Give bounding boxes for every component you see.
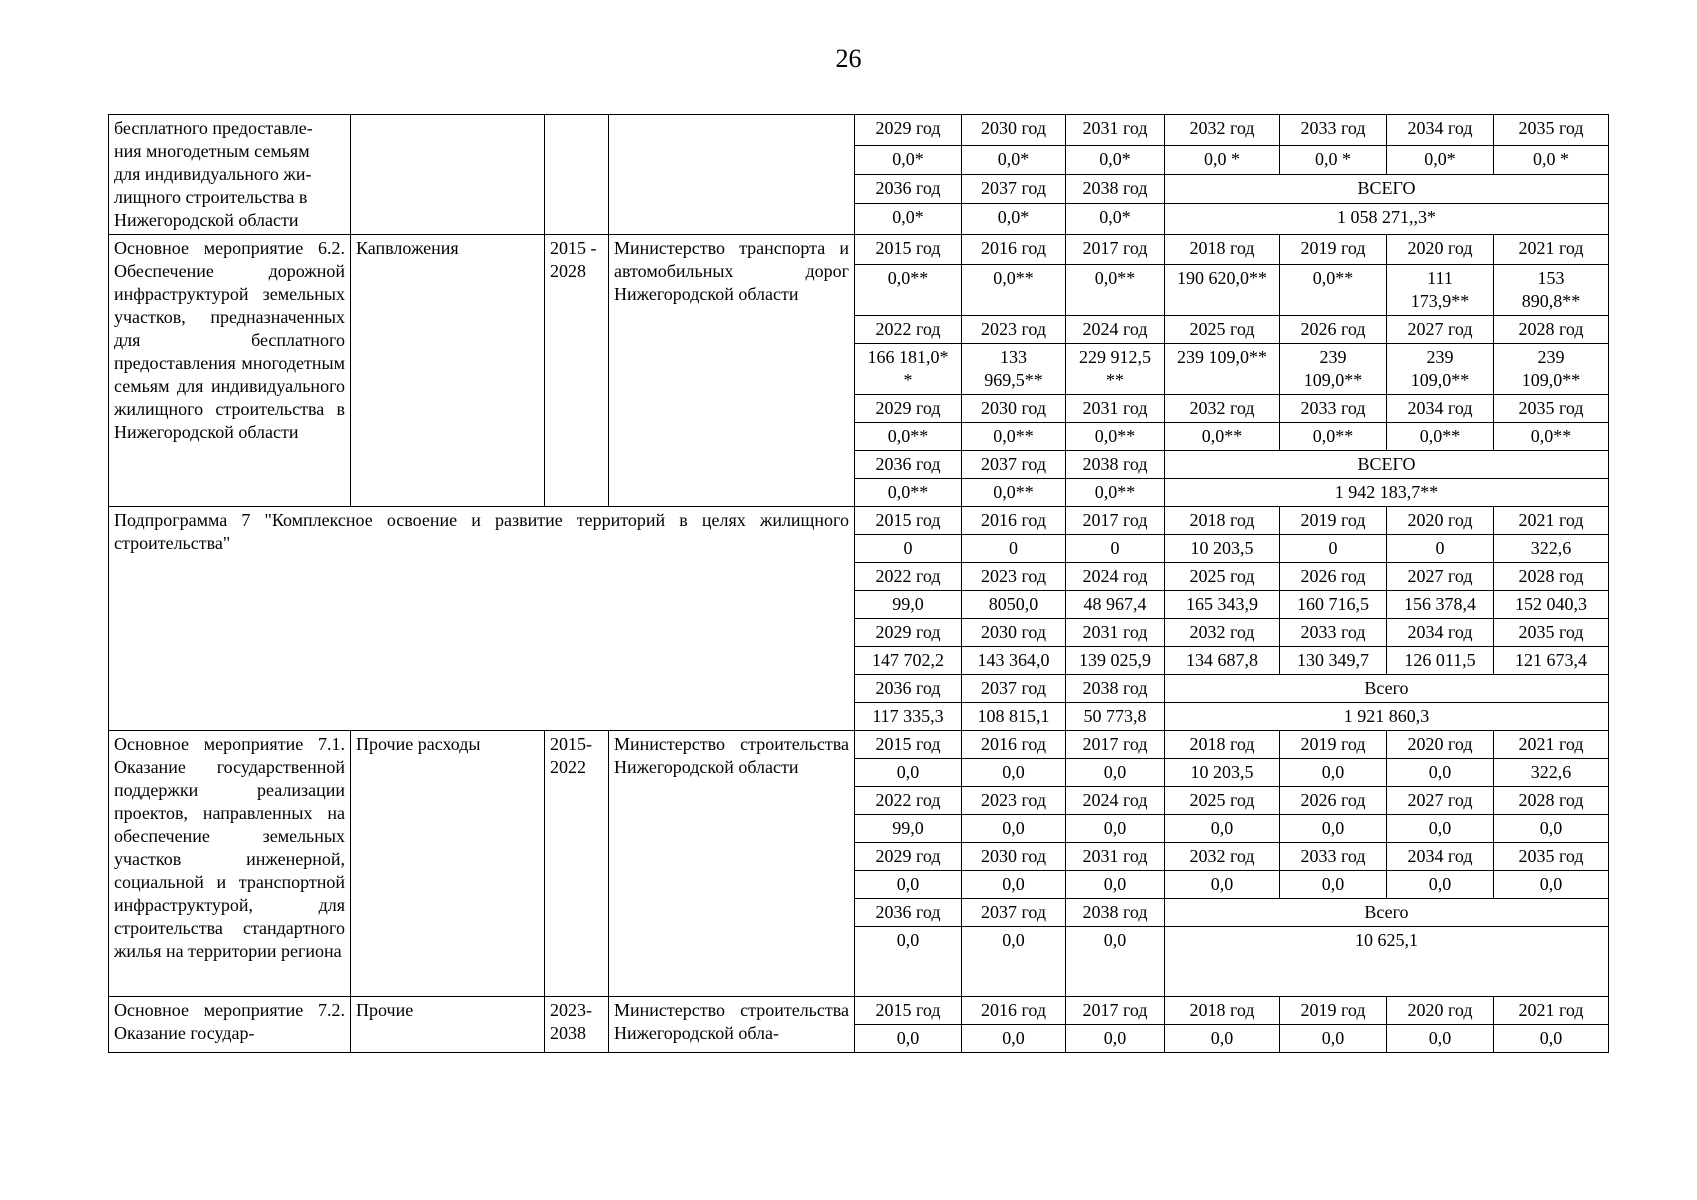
year-header: 2027 год — [1387, 316, 1494, 344]
year-header: 2021 год — [1494, 507, 1609, 535]
year-header: 2022 год — [855, 563, 962, 591]
category-cell: Капвложения — [351, 235, 545, 507]
year-header: 2025 год — [1165, 316, 1280, 344]
executor-cell — [609, 115, 855, 235]
year-header: 2028 год — [1494, 787, 1609, 815]
year-header: 2036 год — [855, 675, 962, 703]
period-cell — [545, 115, 609, 235]
table-row — [109, 235, 1609, 265]
amount-cell: 156 378,4 — [1387, 591, 1494, 619]
program-funding-table — [108, 114, 1609, 1053]
amount-cell: 126 011,5 — [1387, 647, 1494, 675]
year-header: 2035 год — [1494, 619, 1609, 647]
amount-cell: 0,0** — [1387, 423, 1494, 451]
table-row — [109, 115, 1609, 146]
amount-cell: 0,0** — [855, 479, 962, 507]
year-header: 2018 год — [1165, 731, 1280, 759]
category-cell: Прочие расходы — [351, 731, 545, 997]
amount-cell: 0,0 — [1280, 1025, 1387, 1053]
year-header: 2024 год — [1066, 563, 1165, 591]
year-header: 2037 год — [962, 451, 1066, 479]
year-header: 2037 год — [962, 675, 1066, 703]
table-row — [109, 731, 1609, 759]
year-header: 2029 год — [855, 115, 962, 146]
year-header: 2034 год — [1387, 619, 1494, 647]
amount-cell: 0 — [855, 535, 962, 563]
year-header: 2028 год — [1494, 316, 1609, 344]
amount-cell: 0,0** — [962, 265, 1066, 316]
year-header: 2029 год — [855, 843, 962, 871]
amount-cell: 0,0** — [1280, 423, 1387, 451]
amount-cell: 0,0* — [1387, 146, 1494, 175]
amount-cell: 0,0 — [1387, 815, 1494, 843]
amount-cell: 0,0 — [1280, 871, 1387, 899]
amount-cell: 0,0 — [1387, 871, 1494, 899]
year-header: 2027 год — [1387, 787, 1494, 815]
year-header: 2019 год — [1280, 997, 1387, 1025]
amount-cell: 0,0** — [1066, 479, 1165, 507]
amount-cell: 108 815,1 — [962, 703, 1066, 731]
amount-cell: 0,0 — [1066, 927, 1165, 997]
amount-cell: 190 620,0** — [1165, 265, 1280, 316]
amount-cell: 0,0 — [1494, 871, 1609, 899]
year-header: 2025 год — [1165, 563, 1280, 591]
amount-cell: 239 109,0** — [1165, 344, 1280, 395]
amount-cell: 133 969,5** — [962, 344, 1066, 395]
year-header: 2032 год — [1165, 115, 1280, 146]
year-header: 2035 год — [1494, 395, 1609, 423]
year-header: 2021 год — [1494, 731, 1609, 759]
year-header: 2022 год — [855, 787, 962, 815]
amount-cell: 8050,0 — [962, 591, 1066, 619]
total-label: Всего — [1165, 675, 1609, 703]
amount-cell: 0,0 — [1165, 871, 1280, 899]
year-header: 2032 год — [1165, 395, 1280, 423]
page-number: 26 — [835, 44, 862, 73]
amount-cell: 0,0 — [855, 927, 962, 997]
amount-cell: 0,0 — [1066, 1025, 1165, 1053]
year-header: 2019 год — [1280, 507, 1387, 535]
year-header: 2033 год — [1280, 619, 1387, 647]
amount-cell: 0,0 — [1494, 1025, 1609, 1053]
year-header: 2018 год — [1165, 507, 1280, 535]
year-header: 2019 год — [1280, 731, 1387, 759]
year-header: 2016 год — [962, 997, 1066, 1025]
year-header: 2025 год — [1165, 787, 1280, 815]
year-header: 2021 год — [1494, 235, 1609, 265]
amount-cell: 0,0 — [1387, 759, 1494, 787]
year-header: 2038 год — [1066, 451, 1165, 479]
total-value: 1 058 271,,3* — [1165, 203, 1609, 234]
amount-cell: 0,0 — [1280, 815, 1387, 843]
year-header: 2020 год — [1387, 731, 1494, 759]
table-row — [109, 507, 1609, 535]
amount-cell: 0,0 — [962, 871, 1066, 899]
year-header: 2024 год — [1066, 787, 1165, 815]
amount-cell: 0,0 * — [1280, 146, 1387, 175]
amount-cell: 139 025,9 — [1066, 647, 1165, 675]
year-header: 2017 год — [1066, 997, 1165, 1025]
amount-cell: 166 181,0* * — [855, 344, 962, 395]
year-header: 2023 год — [962, 787, 1066, 815]
amount-cell: 0,0 — [1066, 759, 1165, 787]
amount-cell: 0 — [1066, 535, 1165, 563]
amount-cell: 0,0 — [1280, 759, 1387, 787]
year-header: 2020 год — [1387, 235, 1494, 265]
total-value: 1 942 183,7** — [1165, 479, 1609, 507]
year-header: 2018 год — [1165, 235, 1280, 265]
amount-cell: 0,0** — [1280, 265, 1387, 316]
year-header: 2032 год — [1165, 843, 1280, 871]
amount-cell: 322,6 — [1494, 759, 1609, 787]
amount-cell: 0,0 — [1165, 815, 1280, 843]
measure-cell: Основное мероприятие 6.2. Обеспечение дорожной инфраструктурой земельных участков, предназначенных для бесплатного предоставления многодетным семьям для индивидуального жилищного строительства в Нижегородской области — [109, 235, 351, 507]
year-header: 2017 год — [1066, 731, 1165, 759]
year-header: 2027 год — [1387, 563, 1494, 591]
period-cell: 2015 - 2028 — [545, 235, 609, 507]
amount-cell: 239 109,0** — [1387, 344, 1494, 395]
year-header: 2033 год — [1280, 843, 1387, 871]
year-header: 2033 год — [1280, 115, 1387, 146]
amount-cell: 239 109,0** — [1494, 344, 1609, 395]
amount-cell: 10 203,5 — [1165, 535, 1280, 563]
amount-cell: 130 349,7 — [1280, 647, 1387, 675]
amount-cell: 0,0 — [1165, 1025, 1280, 1053]
year-header: 2015 год — [855, 731, 962, 759]
amount-cell: 0,0** — [1165, 423, 1280, 451]
amount-cell: 48 967,4 — [1066, 591, 1165, 619]
year-header: 2026 год — [1280, 787, 1387, 815]
year-header: 2036 год — [855, 174, 962, 203]
period-cell: 2023- 2038 — [545, 997, 609, 1053]
year-header: 2016 год — [962, 731, 1066, 759]
year-header: 2017 год — [1066, 235, 1165, 265]
amount-cell: 0,0 — [855, 759, 962, 787]
amount-cell: 0,0** — [1066, 265, 1165, 316]
year-header: 2037 год — [962, 174, 1066, 203]
amount-cell: 0,0 — [855, 871, 962, 899]
year-header: 2015 год — [855, 507, 962, 535]
amount-cell: 0,0 * — [1494, 146, 1609, 175]
amount-cell: 143 364,0 — [962, 647, 1066, 675]
measure-cell: бесплатного предоставле- ния многодетным семьям для индивидуального жи- лищного строительства в Нижегородской области — [109, 115, 351, 235]
year-header: 2017 год — [1066, 507, 1165, 535]
year-header: 2019 год — [1280, 235, 1387, 265]
amount-cell: 322,6 — [1494, 535, 1609, 563]
year-header: 2035 год — [1494, 115, 1609, 146]
amount-cell: 147 702,2 — [855, 647, 962, 675]
amount-cell: 0,0* — [962, 203, 1066, 234]
amount-cell: 165 343,9 — [1165, 591, 1280, 619]
year-header: 2031 год — [1066, 843, 1165, 871]
year-header: 2024 год — [1066, 316, 1165, 344]
year-header: 2026 год — [1280, 316, 1387, 344]
amount-cell: 0,0** — [962, 423, 1066, 451]
year-header: 2030 год — [962, 115, 1066, 146]
amount-cell: 153 890,8** — [1494, 265, 1609, 316]
amount-cell: 0,0** — [1066, 423, 1165, 451]
amount-cell: 0,0 — [1066, 871, 1165, 899]
total-label: Всего — [1165, 899, 1609, 927]
year-header: 2036 год — [855, 899, 962, 927]
amount-cell: 0,0** — [962, 479, 1066, 507]
year-header: 2038 год — [1066, 675, 1165, 703]
total-label: ВСЕГО — [1165, 174, 1609, 203]
year-header: 2015 год — [855, 235, 962, 265]
amount-cell: 0,0 * — [1165, 146, 1280, 175]
category-cell: Прочие — [351, 997, 545, 1053]
year-header: 2023 год — [962, 316, 1066, 344]
year-header: 2016 год — [962, 507, 1066, 535]
executor-cell: Министерство транспорта и автомобильных дорог Нижегородской области — [609, 235, 855, 507]
total-value: 10 625,1 — [1165, 927, 1609, 997]
year-header: 2022 год — [855, 316, 962, 344]
year-header: 2031 год — [1066, 395, 1165, 423]
amount-cell: 117 335,3 — [855, 703, 962, 731]
amount-cell: 0,0* — [855, 203, 962, 234]
year-header: 2034 год — [1387, 115, 1494, 146]
amount-cell: 160 716,5 — [1280, 591, 1387, 619]
amount-cell: 229 912,5 ** — [1066, 344, 1165, 395]
year-header: 2035 год — [1494, 843, 1609, 871]
year-header: 2030 год — [962, 395, 1066, 423]
year-header: 2038 год — [1066, 174, 1165, 203]
amount-cell: 152 040,3 — [1494, 591, 1609, 619]
year-header: 2033 год — [1280, 395, 1387, 423]
amount-cell: 10 203,5 — [1165, 759, 1280, 787]
category-cell — [351, 115, 545, 235]
subprogram-title: Подпрограмма 7 "Комплексное освоение и развитие территорий в целях жилищного строительства" — [109, 507, 855, 731]
amount-cell: 0,0 — [962, 815, 1066, 843]
year-header: 2031 год — [1066, 619, 1165, 647]
period-cell: 2015- 2022 — [545, 731, 609, 997]
year-header: 2020 год — [1387, 997, 1494, 1025]
table-row — [109, 997, 1609, 1025]
amount-cell: 0,0** — [855, 265, 962, 316]
amount-cell: 0 — [962, 535, 1066, 563]
total-label: ВСЕГО — [1165, 451, 1609, 479]
year-header: 2029 год — [855, 619, 962, 647]
year-header: 2029 год — [855, 395, 962, 423]
amount-cell: 0,0** — [1494, 423, 1609, 451]
year-header: 2034 год — [1387, 843, 1494, 871]
year-header: 2034 год — [1387, 395, 1494, 423]
year-header: 2031 год — [1066, 115, 1165, 146]
amount-cell: 99,0 — [855, 815, 962, 843]
year-header: 2020 год — [1387, 507, 1494, 535]
year-header: 2032 год — [1165, 619, 1280, 647]
executor-cell: Министерство строительства Нижегородской обла- — [609, 997, 855, 1053]
amount-cell: 0,0* — [1066, 203, 1165, 234]
amount-cell: 0 — [1280, 535, 1387, 563]
year-header: 2028 год — [1494, 563, 1609, 591]
year-header: 2026 год — [1280, 563, 1387, 591]
amount-cell: 0,0* — [855, 146, 962, 175]
amount-cell: 121 673,4 — [1494, 647, 1609, 675]
amount-cell: 0,0 — [1494, 815, 1609, 843]
year-header: 2021 год — [1494, 997, 1609, 1025]
amount-cell: 99,0 — [855, 591, 962, 619]
amount-cell: 111 173,9** — [1387, 265, 1494, 316]
amount-cell: 0,0** — [855, 423, 962, 451]
year-header: 2030 год — [962, 619, 1066, 647]
amount-cell: 0,0 — [962, 759, 1066, 787]
year-header: 2016 год — [962, 235, 1066, 265]
amount-cell: 0,0* — [962, 146, 1066, 175]
amount-cell: 0,0 — [962, 927, 1066, 997]
year-header: 2038 год — [1066, 899, 1165, 927]
year-header: 2037 год — [962, 899, 1066, 927]
measure-cell: Основное мероприятие 7.1. Оказание государственной поддержки реализации проектов, направленных на обеспечение земельных участков инженерной, социальной и транспортной инфраструктурой, для строительства стандартного жилья на территории региона — [109, 731, 351, 997]
executor-cell: Министерство строительства Нижегородской области — [609, 731, 855, 997]
amount-cell: 0,0 — [855, 1025, 962, 1053]
amount-cell: 0,0 — [1387, 1025, 1494, 1053]
year-header: 2015 год — [855, 997, 962, 1025]
measure-cell: Основное мероприятие 7.2. Оказание государ- — [109, 997, 351, 1053]
amount-cell: 0,0 — [1066, 815, 1165, 843]
amount-cell: 0,0 — [962, 1025, 1066, 1053]
amount-cell: 0,0* — [1066, 146, 1165, 175]
amount-cell: 134 687,8 — [1165, 647, 1280, 675]
year-header: 2030 год — [962, 843, 1066, 871]
total-value: 1 921 860,3 — [1165, 703, 1609, 731]
year-header: 2036 год — [855, 451, 962, 479]
year-header: 2023 год — [962, 563, 1066, 591]
year-header: 2018 год — [1165, 997, 1280, 1025]
amount-cell: 0 — [1387, 535, 1494, 563]
table-body — [109, 115, 1609, 1053]
amount-cell: 50 773,8 — [1066, 703, 1165, 731]
amount-cell: 239 109,0** — [1280, 344, 1387, 395]
